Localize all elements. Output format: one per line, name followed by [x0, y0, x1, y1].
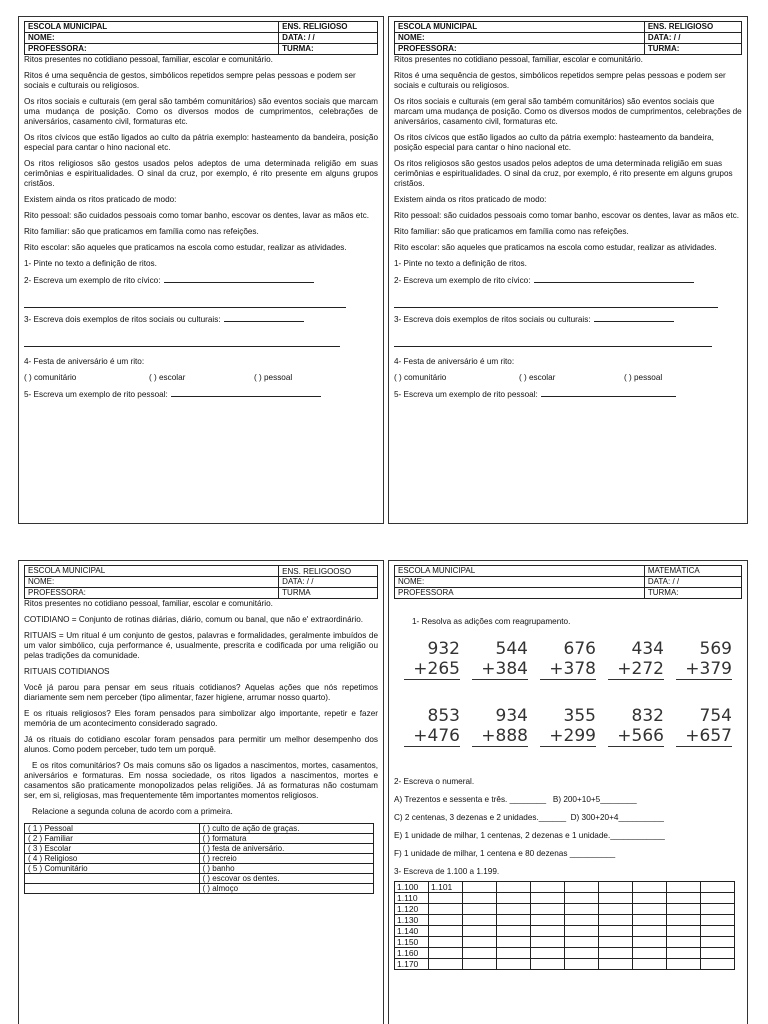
grid-row	[395, 937, 735, 948]
paragraph: E os rituais religiosos? Eles foram pensados para simbolizar algo importante, repetir e fazer memória de um acontecimento considerado sagrado.	[24, 709, 378, 728]
name-field: NOME:	[25, 33, 279, 44]
grid-row	[395, 904, 735, 915]
addend-top: 932	[427, 639, 460, 659]
grid-cell[interactable]	[429, 915, 463, 926]
paragraph: Rito familiar: são que praticamos em família como nas refeições.	[394, 227, 629, 236]
name-field: NOME:	[25, 577, 279, 588]
grid-row	[395, 882, 735, 893]
grid-cell: 1.110	[395, 893, 429, 904]
grid-cell[interactable]	[531, 959, 565, 970]
grid-cell[interactable]	[701, 937, 735, 948]
question-5-text: 5- Escreva um exemplo de rito pessoal:	[24, 390, 168, 399]
class-field: TURMA:	[279, 44, 378, 55]
paragraph: Você já parou para pensar em seus rituais cotidianos? Aquelas ações que nós repetimos diariamente sem nem perceber (tipo alimentar, fazer higiene, arrumar nosso quarto).	[24, 683, 378, 702]
question-1: 1- Resolva as adições com reagrupamento.	[412, 617, 571, 626]
grid-cell[interactable]	[667, 904, 701, 915]
grid-cell: 1.170	[395, 959, 429, 970]
matching-row	[25, 864, 374, 874]
question-3	[24, 314, 378, 325]
teacher-field: PROFESSORA:	[25, 44, 279, 55]
question-5-text: 5- Escreva um exemplo de rito pessoal:	[394, 390, 538, 399]
teacher-field: PROFESSORA:	[395, 44, 645, 55]
subject: ENS. RELIGIOSO	[644, 22, 741, 33]
grid-cell[interactable]	[565, 937, 599, 948]
addend-top: 832	[631, 706, 664, 726]
question-3-text: 3- Escreva dois exemplos de ritos sociais ou culturais:	[394, 315, 591, 324]
addition-problem	[472, 639, 528, 680]
paragraph: Rito familiar: são que praticamos em família como nas refeições.	[24, 227, 259, 236]
grid-cell[interactable]	[633, 915, 667, 926]
grid-cell[interactable]	[429, 959, 463, 970]
grid-cell[interactable]	[667, 926, 701, 937]
grid-cell[interactable]	[599, 959, 633, 970]
grid-cell: 1.100	[395, 882, 429, 893]
paragraph: Ritos é uma sequência de gestos, simbólicos repetidos sempre pelas pessoas e podem ser sociais e culturais ou religiosos.	[24, 71, 356, 90]
addition-problem	[472, 706, 528, 747]
addend-bottom: +272	[608, 659, 664, 680]
subject: MATEMÁTICA	[644, 566, 741, 577]
grid-cell[interactable]	[701, 904, 735, 915]
grid-cell[interactable]	[531, 882, 565, 893]
addition-problem	[540, 639, 596, 680]
grid-cell[interactable]	[497, 959, 531, 970]
worksheet-title: Ritos presentes no cotidiano pessoal, familiar, escolar e comunitário.	[24, 55, 273, 64]
section-title: RITUAIS COTIDIANOS	[24, 667, 110, 676]
grid-cell[interactable]	[633, 937, 667, 948]
question-2-text: 2- Escreva um exemplo de rito cívico:	[24, 276, 161, 285]
worksheet-body	[394, 617, 742, 877]
paragraph: E os ritos comunitários? Os mais comuns são os ligados a nascimentos, mortes, casamentos, aniversários e formaturas. Em nossa sociedade, os ritos ligados a nascimentos, mortes e casamentos são praticamente monopolizados pelas religiões. Já as formaturas não costumam ser, em si, religiosas, mas frequentemente têm importantes momentos religiosos.	[24, 761, 378, 800]
paragraph: Rito pessoal: são cuidados pessoais como tomar banho, escovar os dentes, lavar as mãos etc.	[24, 211, 369, 220]
matching-table	[24, 823, 374, 894]
item-a: A) Trezentos e sessenta e três. ________	[394, 795, 547, 804]
paragraph: Existem ainda os ritos praticado de modo:	[24, 195, 177, 204]
paragraph: Os ritos sociais e culturais (em geral são também comunitários) são eventos sociais que marcam uma mudança de posição. Como os diversos modos de cumprimentos, celebrações de aniversários, casamento civil, formaturas etc.	[394, 97, 742, 126]
grid-cell[interactable]	[667, 937, 701, 948]
worksheet-header	[24, 21, 378, 55]
worksheet-body	[24, 599, 378, 817]
question-4: 4- Festa de aniversário é um rito:	[394, 357, 515, 366]
option-comunitario: ( ) comunitário	[394, 373, 447, 382]
matching-right[interactable]: ( ) formatura	[199, 834, 374, 844]
worksheet-title: Ritos presentes no cotidiano pessoal, familiar, escolar e comunitário.	[24, 599, 273, 608]
matching-right[interactable]: ( ) almoço	[199, 884, 374, 894]
matching-left	[25, 884, 200, 894]
grid-cell: 1.150	[395, 937, 429, 948]
grid-cell[interactable]	[599, 882, 633, 893]
addition-problem	[540, 706, 596, 747]
option-escolar: ( ) escolar	[519, 373, 556, 382]
definition-cotidiano: COTIDIANO = Conjunto de rotinas diárias, diário, comum ou banal, que não e' extraordinário.	[24, 615, 364, 624]
addition-problem	[404, 639, 460, 680]
paragraph: Rito pessoal: são cuidados pessoais como tomar banho, escovar os dentes, lavar as mãos etc.	[394, 211, 739, 220]
grid-cell[interactable]	[701, 893, 735, 904]
instruction: Relacione a segunda coluna de acordo com a primeira.	[32, 807, 233, 816]
grid-row	[395, 948, 735, 959]
grid-cell: 1.130	[395, 915, 429, 926]
answer-line	[164, 275, 314, 283]
grid-cell: 1.140	[395, 926, 429, 937]
grid-cell[interactable]	[463, 882, 497, 893]
grid-cell[interactable]	[429, 937, 463, 948]
matching-row	[25, 834, 374, 844]
definition-rituais: RITUAIS = Um ritual é um conjunto de gestos, palavras e formalidades, geralmente imbuídos de um valor simbólico, cuja performance é, usualmente, prescrita e codificada por uma religião ou pelas tradições da comunidade.	[24, 631, 378, 660]
grid-cell[interactable]	[667, 959, 701, 970]
grid-cell[interactable]	[565, 882, 599, 893]
matching-row	[25, 824, 374, 834]
date-field: DATA: / /	[644, 33, 741, 44]
grid-cell[interactable]	[429, 926, 463, 937]
worksheet-header	[394, 565, 742, 599]
grid-cell: 1.160	[395, 948, 429, 959]
grid-cell[interactable]	[497, 893, 531, 904]
addend-bottom: +888	[472, 726, 528, 747]
grid-cell[interactable]	[633, 893, 667, 904]
paragraph: Já os rituais do cotidiano escolar foram pensados para permitir um melhor desempenho dos alunos. Como podem perceber, tudo tem um porquê.	[24, 735, 378, 754]
grid-cell[interactable]	[633, 948, 667, 959]
answer-line	[394, 337, 712, 347]
matching-row	[25, 844, 374, 854]
matching-row	[25, 884, 374, 894]
grid-cell[interactable]	[531, 926, 565, 937]
grid-cell[interactable]	[565, 926, 599, 937]
grid-cell[interactable]	[599, 937, 633, 948]
paragraph: Rito escolar: são aqueles que praticamos na escola como estudar, realizar as atividades.	[394, 243, 717, 252]
paragraph: Ritos é uma sequência de gestos, simbólicos repetidos sempre pelas pessoas e podem ser sociais e culturais ou religiosos.	[394, 71, 726, 90]
matching-left: ( 4 ) Religioso	[25, 854, 200, 864]
grid-cell[interactable]	[599, 926, 633, 937]
addend-top: 544	[495, 639, 528, 659]
option-pessoal: ( ) pessoal	[254, 373, 293, 382]
addend-bottom: +378	[540, 659, 596, 680]
grid-cell[interactable]	[463, 893, 497, 904]
matching-right[interactable]: ( ) recreio	[199, 854, 374, 864]
grid-cell[interactable]	[565, 959, 599, 970]
class-field: TURMA	[279, 588, 378, 599]
number-grid	[394, 881, 735, 970]
grid-cell[interactable]: 1.101	[429, 882, 463, 893]
addend-top: 754	[699, 706, 732, 726]
question-2	[394, 275, 742, 286]
grid-cell[interactable]	[599, 915, 633, 926]
paragraph: Rito escolar: são aqueles que praticamos na escola como estudar, realizar as atividades.	[24, 243, 347, 252]
matching-right[interactable]: ( ) escovar os dentes.	[199, 874, 374, 884]
grid-cell[interactable]	[701, 882, 735, 893]
school-name: ESCOLA MUNICIPAL	[395, 566, 645, 577]
grid-cell[interactable]	[497, 937, 531, 948]
addend-top: 676	[563, 639, 596, 659]
question-2	[24, 275, 378, 286]
option-escolar: ( ) escolar	[149, 373, 186, 382]
answer-line	[24, 298, 346, 308]
grid-cell[interactable]	[599, 948, 633, 959]
addend-bottom: +657	[676, 726, 732, 747]
worksheet-body	[24, 55, 378, 400]
worksheet-header	[394, 21, 742, 55]
addend-bottom: +476	[404, 726, 460, 747]
grid-cell[interactable]	[701, 915, 735, 926]
paragraph: Existem ainda os ritos praticado de modo:	[394, 195, 547, 204]
matching-left: ( 1 ) Pessoal	[25, 824, 200, 834]
grid-cell[interactable]	[599, 904, 633, 915]
question-2: 2- Escreva o numeral.	[394, 777, 475, 786]
teacher-field: PROFESSORA:	[25, 588, 279, 599]
option-pessoal: ( ) pessoal	[624, 373, 663, 382]
question-2-text: 2- Escreva um exemplo de rito cívico:	[394, 276, 531, 285]
grid-cell[interactable]	[565, 948, 599, 959]
grid-row	[395, 893, 735, 904]
grid-cell[interactable]	[497, 915, 531, 926]
addend-bottom: +379	[676, 659, 732, 680]
worksheet-header	[24, 565, 378, 599]
item-f: F) 1 unidade de milhar, 1 centena e 80 dezenas __________	[394, 849, 616, 858]
date-field: DATA: / /	[644, 577, 741, 588]
item-a-b	[394, 795, 742, 805]
addend-top: 434	[631, 639, 664, 659]
matching-left	[25, 874, 200, 884]
addition-problem	[676, 706, 732, 747]
class-field: TURMA:	[644, 588, 741, 599]
date-field: DATA: / /	[279, 577, 378, 588]
item-e: E) 1 unidade de milhar, 1 centenas, 2 dezenas e 1 unidade.____________	[394, 831, 665, 840]
answer-line	[534, 275, 694, 283]
name-field: NOME:	[395, 33, 645, 44]
question-5	[24, 389, 378, 400]
item-b: B) 200+10+5________	[552, 795, 637, 804]
paragraph: Os ritos religiosos são gestos usados pelos adeptos de uma determinada religião em suas cerimônias e espiritualidades. O sinal da cruz, por exemplo, é rito presente em alguns grupos cristãos.	[24, 159, 378, 188]
grid-cell[interactable]	[497, 904, 531, 915]
grid-cell[interactable]	[701, 948, 735, 959]
question-4-options	[24, 373, 378, 383]
addend-bottom: +384	[472, 659, 528, 680]
school-name: ESCOLA MUNICIPAL	[25, 566, 279, 577]
grid-cell[interactable]	[633, 959, 667, 970]
grid-cell[interactable]	[701, 959, 735, 970]
grid-cell[interactable]	[531, 893, 565, 904]
grid-cell[interactable]	[531, 915, 565, 926]
question-4-options	[394, 373, 742, 383]
grid-cell[interactable]	[463, 915, 497, 926]
answer-line	[224, 314, 304, 322]
addend-top: 853	[427, 706, 460, 726]
grid-cell[interactable]	[429, 948, 463, 959]
addition-problem	[676, 639, 732, 680]
addend-bottom: +566	[608, 726, 664, 747]
answer-line	[394, 298, 718, 308]
addition-row-1	[394, 639, 742, 680]
question-5	[394, 389, 742, 400]
matching-left: ( 3 ) Escolar	[25, 844, 200, 854]
question-3-text: 3- Escreva dois exemplos de ritos sociais ou culturais:	[24, 315, 221, 324]
grid-cell[interactable]	[463, 926, 497, 937]
paragraph: Os ritos cívicos que estão ligados ao culto da pátria exemplo: hasteamento da bandeira, posição especial para cantar o hino nacional etc.	[394, 133, 714, 152]
grid-cell[interactable]	[565, 904, 599, 915]
worksheet-rituais	[18, 560, 384, 1024]
subject: ENS. RELIGIOSO	[279, 22, 378, 33]
addend-top: 355	[563, 706, 596, 726]
question-1: 1- Pinte no texto a definição de ritos.	[394, 259, 527, 268]
worksheet-matematica	[388, 560, 748, 1024]
item-c-d	[394, 813, 742, 823]
grid-row	[395, 926, 735, 937]
question-1: 1- Pinte no texto a definição de ritos.	[24, 259, 157, 268]
grid-cell[interactable]	[667, 893, 701, 904]
item-c: C) 2 centenas, 3 dezenas e 2 unidades.______	[394, 813, 567, 822]
grid-row	[395, 915, 735, 926]
grid-cell[interactable]	[463, 959, 497, 970]
item-d: D) 300+20+4__________	[570, 813, 664, 822]
matching-left: ( 2 ) Familiar	[25, 834, 200, 844]
addend-top: 569	[699, 639, 732, 659]
answer-line	[24, 337, 340, 347]
matching-row	[25, 874, 374, 884]
grid-cell[interactable]	[531, 948, 565, 959]
date-field: DATA: / /	[279, 33, 378, 44]
paragraph: Os ritos religiosos são gestos usados pelos adeptos de uma determinada religião em suas cerimônias e espiritualidades. O sinal da cruz, por exemplo, é rito presente em alguns grupos cristãos.	[394, 159, 733, 188]
grid-cell[interactable]	[633, 926, 667, 937]
question-3	[394, 314, 742, 325]
grid-cell: 1.120	[395, 904, 429, 915]
answer-line	[541, 389, 676, 397]
addition-problem	[404, 706, 460, 747]
school-name: ESCOLA MUNICIPAL	[25, 22, 279, 33]
teacher-field: PROFESSORA	[395, 588, 645, 599]
grid-cell[interactable]	[497, 882, 531, 893]
matching-right[interactable]: ( ) festa de aniversário.	[199, 844, 374, 854]
grid-cell[interactable]	[497, 926, 531, 937]
school-name: ESCOLA MUNICIPAL	[395, 22, 645, 33]
addition-problem	[608, 639, 664, 680]
addition-problem	[608, 706, 664, 747]
option-comunitario: ( ) comunitário	[24, 373, 77, 382]
addend-top: 934	[495, 706, 528, 726]
grid-cell[interactable]	[463, 937, 497, 948]
question-4: 4- Festa de aniversário é um rito:	[24, 357, 145, 366]
grid-cell[interactable]	[565, 915, 599, 926]
worksheet-title: Ritos presentes no cotidiano pessoal, familiar, escolar e comunitário.	[394, 55, 643, 64]
matching-right[interactable]: ( ) banho	[199, 864, 374, 874]
answer-line	[594, 314, 674, 322]
question-3: 3- Escreva de 1.100 a 1.199.	[394, 867, 500, 876]
subject: ENS. RELIGOOSO	[279, 566, 378, 577]
matching-left: ( 5 ) Comunitário	[25, 864, 200, 874]
addition-row-2	[394, 706, 742, 747]
matching-right[interactable]: ( ) culto de ação de graças.	[199, 824, 374, 834]
addend-bottom: +265	[404, 659, 460, 680]
grid-cell[interactable]	[667, 915, 701, 926]
grid-cell[interactable]	[599, 893, 633, 904]
grid-cell[interactable]	[565, 893, 599, 904]
grid-cell[interactable]	[497, 948, 531, 959]
grid-cell[interactable]	[667, 948, 701, 959]
grid-cell[interactable]	[429, 893, 463, 904]
grid-cell[interactable]	[531, 904, 565, 915]
grid-cell[interactable]	[701, 926, 735, 937]
paragraph: Os ritos sociais e culturais (em geral são também comunitários) são eventos sociais que marcam uma mudança de posição. Como os diversos modos de cumprimentos, celebrações de aniversários, casamento civil, formaturas etc.	[24, 97, 378, 126]
worksheet-ritos-2	[388, 16, 748, 524]
class-field: TURMA:	[644, 44, 741, 55]
grid-cell[interactable]	[667, 882, 701, 893]
matching-row	[25, 854, 374, 864]
worksheet-ritos-1	[18, 16, 384, 524]
paragraph: Os ritos cívicos que estão ligados ao culto da pátria exemplo: hasteamento da bandeira, posição especial para cantar o hino nacional etc.	[24, 133, 378, 152]
grid-cell[interactable]	[633, 904, 667, 915]
grid-cell[interactable]	[463, 904, 497, 915]
grid-cell[interactable]	[531, 937, 565, 948]
grid-row	[395, 959, 735, 970]
grid-cell[interactable]	[463, 948, 497, 959]
name-field: NOME:	[395, 577, 645, 588]
addend-bottom: +299	[540, 726, 596, 747]
grid-cell[interactable]	[633, 882, 667, 893]
grid-cell[interactable]	[429, 904, 463, 915]
answer-line	[171, 389, 321, 397]
worksheet-body	[394, 55, 742, 400]
